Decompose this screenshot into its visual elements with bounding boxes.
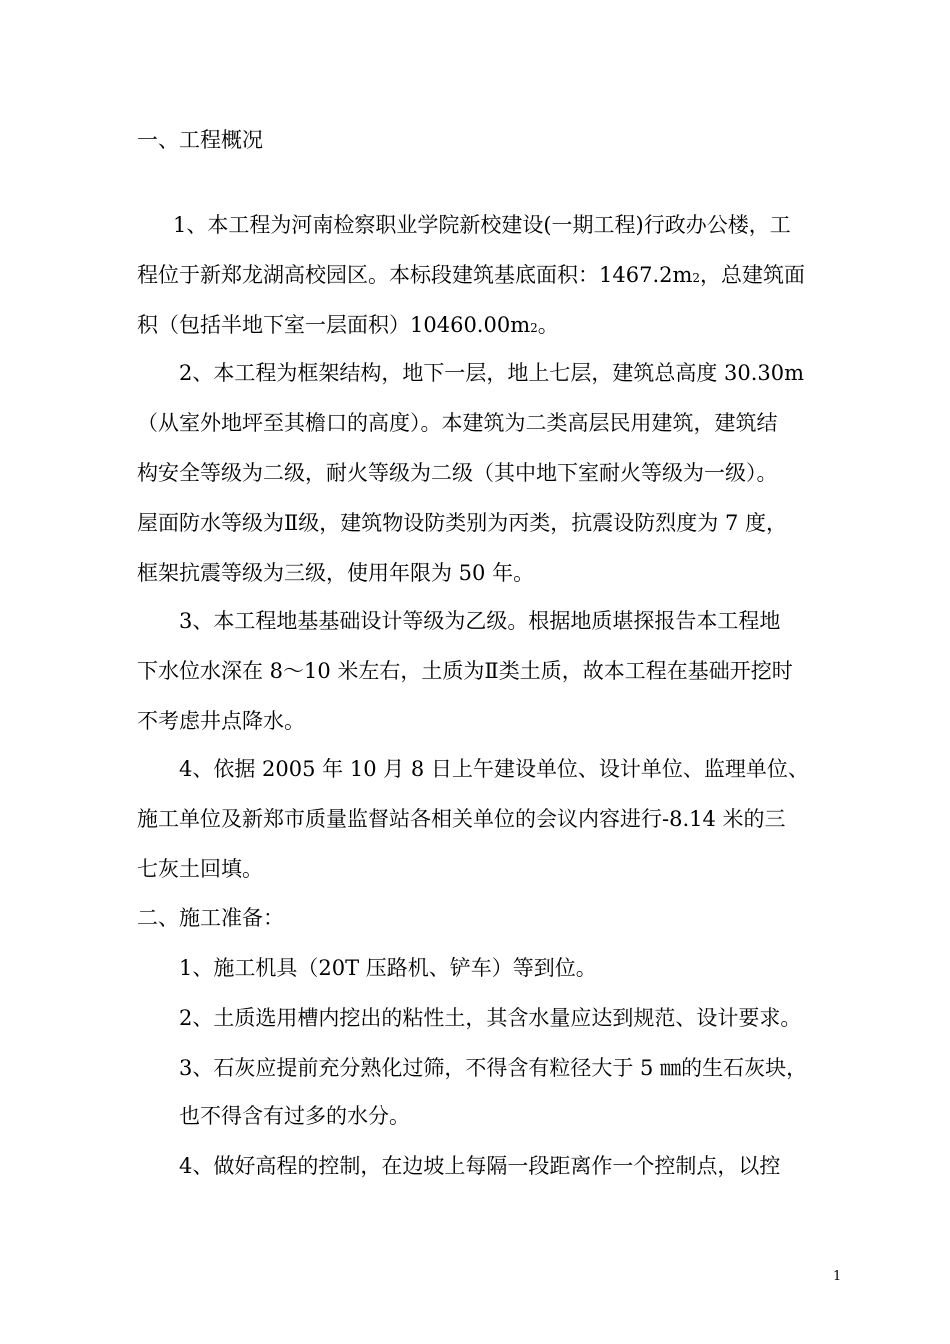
paragraph-line: 下水位水深在 8～10 米左右，土质为Ⅱ类土质，故本工程在基础开挖时 [137, 659, 793, 683]
paragraph-line: （从室外地坪至其檐口的高度）。本建筑为二类高层民用建筑，建筑结 [137, 411, 778, 435]
paragraph-line: 3、本工程地基基础设计等级为乙级。根据地质堪探报告本工程地 [179, 609, 781, 633]
paragraph-line: 1、施工机具（20T 压路机、铲车）等到位。 [179, 956, 597, 980]
paragraph-line: 屋面防水等级为Ⅱ级，建筑物设防类别为丙类，抗震设防烈度为 7 度， [137, 511, 787, 535]
paragraph-line: 程位于新郑龙湖高校园区。本标段建筑基底面积：1467.2m2，总建筑面 [137, 263, 806, 287]
page-number: 1 [833, 1269, 842, 1284]
unit-exponent: 2 [692, 271, 701, 285]
section-heading: 二、施工准备： [137, 906, 284, 930]
paragraph-line: 框架抗震等级为三级，使用年限为 50 年。 [137, 561, 535, 585]
paragraph-line: 3、石灰应提前充分熟化过筛，不得含有粒径大于 5 ㎜的生石灰块， [179, 1056, 808, 1080]
paragraph-line: 也不得含有过多的水分。 [179, 1104, 410, 1128]
paragraph-line: 2、本工程为框架结构，地下一层，地上七层，建筑总高度 30.30m [179, 361, 805, 385]
paragraph-line: 施工单位及新郑市质量监督站各相关单位的会议内容进行-8.14 米的三 [137, 807, 786, 831]
paragraph-line: 七灰土回填。 [137, 857, 263, 881]
paragraph-line: 不考虑井点降水。 [137, 709, 305, 733]
section-heading: 一、工程概况 [137, 128, 263, 152]
unit-exponent: 2 [530, 321, 538, 335]
paragraph-line: 构安全等级为二级，耐火等级为二级（其中地下室耐火等级为一级）。 [137, 461, 778, 485]
paragraph-line: 4、做好高程的控制，在边坡上每隔一段距离作一个控制点，以控 [179, 1154, 781, 1178]
paragraph-line: 2、土质选用槽内挖出的粘性土，其含水量应达到规范、设计要求。 [179, 1006, 802, 1030]
paragraph-line: 积（包括半地下室一层面积）10460.00m2。 [137, 313, 559, 337]
paragraph-line: 4、依据 2005 年 10 月 8 日上午建设单位、设计单位、监理单位、 [179, 757, 809, 781]
paragraph-line: 1、本工程为河南检察职业学院新校建设(一期工程)行政办公楼，工 [173, 213, 791, 237]
